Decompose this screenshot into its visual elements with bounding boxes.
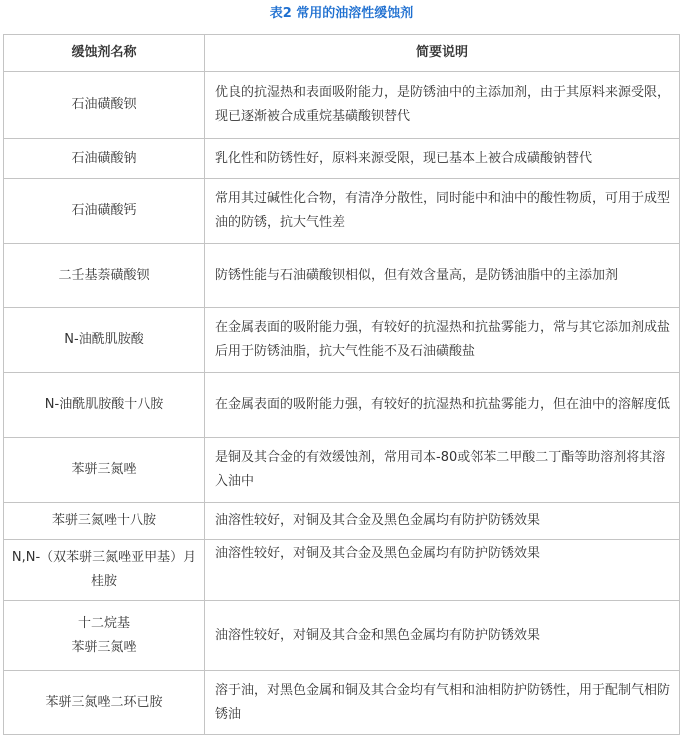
row-desc: 常用其过碱性化合物，有清净分散性，同时能中和油中的酸性物质，可用于成型油的防锈，抗大气性差 [205,179,680,244]
row-name: 苯骈三氮唑 [4,438,205,503]
table-row [4,139,680,179]
table-row [4,438,680,503]
table-row [4,540,680,601]
row-desc: 油溶性较好，对铜及其合金和黑色金属均有防护防锈效果 [205,601,680,671]
row-desc: 是铜及其合金的有效缓蚀剂，常用司本-80或邻苯二甲酸二丁酯等助溶剂将其溶入油中 [205,438,680,503]
table-row [4,244,680,308]
row-name: 二壬基萘磺酸钡 [4,244,205,308]
table-row [4,601,680,671]
header-name: 缓蚀剂名称 [4,35,205,72]
row-name-line: 苯骈三氮唑 [71,639,137,655]
table-caption: 表2 常用的油溶性缓蚀剂 [269,6,414,21]
table-row [4,179,680,244]
row-name: N,N-（双苯骈三氮唑亚甲基）月桂胺 [4,540,205,601]
row-name: N-油酰肌胺酸十八胺 [4,373,205,438]
row-name: 石油磺酸钠 [4,139,205,179]
inhibitor-table [3,34,680,735]
row-name: 石油磺酸钡 [4,72,205,139]
row-desc: 油溶性较好，对铜及其合金及黑色金属均有防护防锈效果 [205,540,680,601]
table-row [4,503,680,540]
table-row [4,72,680,139]
table-header-row [4,35,680,72]
row-desc: 乳化性和防锈性好，原料来源受限，现已基本上被合成磺酸钠替代 [205,139,680,179]
table-row [4,373,680,438]
header-desc: 简要说明 [205,35,680,72]
row-desc: 油溶性较好，对铜及其合金及黑色金属均有防护防锈效果 [205,503,680,540]
table-row [4,671,680,735]
row-name [4,601,205,671]
row-desc: 优良的抗湿热和表面吸附能力，是防锈油中的主添加剂，由于其原料来源受限，现已逐渐被合成重烷基磺酸钡替代 [205,72,680,139]
row-name: N-油酰肌胺酸 [4,308,205,373]
row-desc: 在金属表面的吸附能力强，有较好的抗湿热和抗盐雾能力，但在油中的溶解度低 [205,373,680,438]
row-desc: 防锈性能与石油磺酸钡相似，但有效含量高，是防锈油脂中的主添加剂 [205,244,680,308]
row-desc: 溶于油，对黑色金属和铜及其合金均有气相和油相防护防锈性，用于配制气相防锈油 [205,671,680,735]
row-name: 苯骈三氮唑十八胺 [4,503,205,540]
row-desc: 在金属表面的吸附能力强，有较好的抗湿热和抗盐雾能力，常与其它添加剂成盐后用于防锈油脂，抗大气性能不及石油磺酸盐 [205,308,680,373]
row-name-line: 十二烷基 [77,615,130,631]
row-name: 石油磺酸钙 [4,179,205,244]
table-row [4,308,680,373]
row-name: 苯骈三氮唑二环已胺 [4,671,205,735]
